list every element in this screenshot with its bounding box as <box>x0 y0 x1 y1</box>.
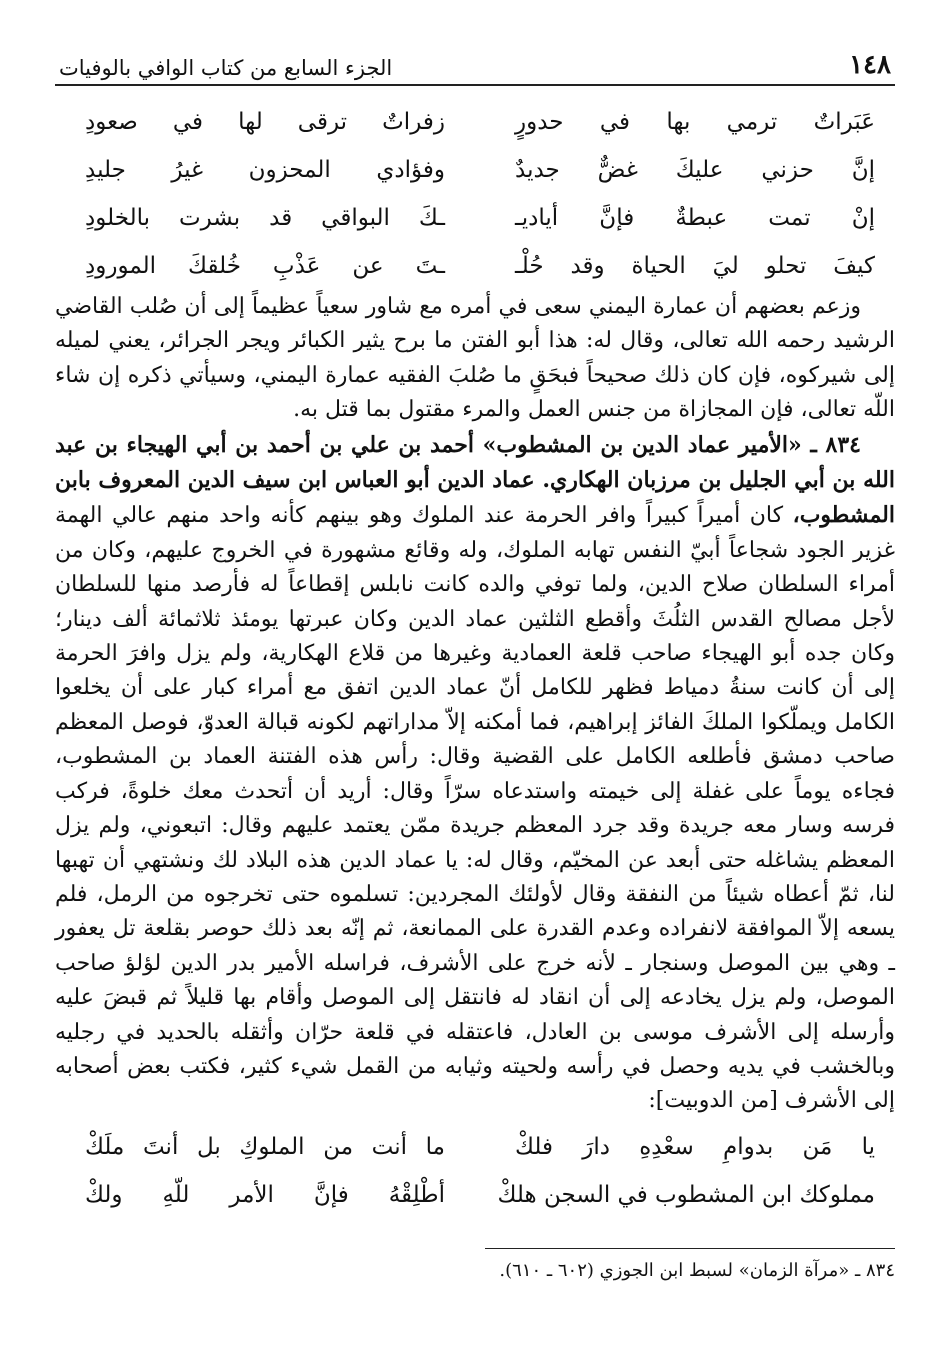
paragraph-entry-834 <box>55 428 895 1119</box>
verse-line <box>55 98 895 146</box>
running-title: الجزء السابع من كتاب الوافي بالوفيات <box>59 56 393 80</box>
verse-line <box>55 1171 895 1219</box>
verse-first-hemistich: إنَّ حزني عليكَ غضٌّ جديدٌ <box>515 157 875 183</box>
verse-first-hemistich: إنْ تمت عبطةٌ فإنَّ أياديـ <box>515 205 875 231</box>
verse-first-hemistich: مملوكك ابن المشطوب في السجن هلكْ <box>497 1181 875 1208</box>
verse-line <box>55 242 895 290</box>
verse-line <box>55 1123 895 1171</box>
book-page <box>55 30 895 1340</box>
verse-first-hemistich: كيفَ تحلو ليَ الحياة وقد حُلْـ <box>515 253 875 279</box>
verse-second-hemistich: أطْلِقْهُ فإنَّ الأمر للّهِ ولكْ <box>85 1181 445 1208</box>
verse-first-hemistich: يا مَن بدوامِ سعْدِهِ دارَ فلكْ <box>515 1133 875 1160</box>
page-number: ١٤٨ <box>849 50 891 80</box>
verse-second-hemistich: زفراتٌ ترقى لها في صعودِ <box>85 109 445 135</box>
verse-second-hemistich: وفؤادي المحزون غيرُ جليدِ <box>85 157 445 183</box>
entry-heading: ٨٣٤ ـ «الأمير عماد الدين بن المشطوب» أحمد بن علي بن أحمد بن أبي الهيجاء بن عبد الله بن أبي الجليل بن مرزبان الهكاري. عماد الدين أبو العباس ابن سيف الدين المعروف بابن المشطوب، <box>55 431 895 529</box>
verse-second-hemistich: ـتَ عن عَذْبِ خُلقكَ المورودِ <box>85 253 445 279</box>
main-text <box>55 290 895 1119</box>
poem-bottom <box>55 1123 895 1219</box>
footnote-divider <box>485 1248 895 1249</box>
page-header <box>55 30 895 86</box>
footnote: ٨٣٤ ـ «مرآة الزمان» لسبط ابن الجوزي (٦٠٢ ـ ٦١٠). <box>499 1260 895 1281</box>
poem-top <box>55 98 895 290</box>
verse-line <box>55 194 895 242</box>
paragraph-rashid: وزعم بعضهم أن عمارة اليمني سعى في أمره مع شاور سعياً عظيماً إلى أن صُلب القاضي الرشيد رحمه الله تعالى، وقال له: هذا أبو الفتن ما برح يثير الكبائر ويجر الجرائر، يعني لميله إلى شيركوه، فإن كان ذلك صحيحاً فبحَقٍ ما صُلبَ الفقيه عمارة اليمني، وسيأتي ذكره إن شاء اللّه تعالى، فإن المجازاة من جنس العمل والمرء مقتول بما قتل به. <box>55 294 895 423</box>
entry-body: كان أميراً كبيراً وافر الحرمة عند الملوك وهو بينهم كأنه واحد منهم عالي الهمة غزير الجود شجاعاً أبيّ النفس تهابه الملوك، وله وقائع مشهورة في الخروج عليهم، وكان من أمراء السلطان صلاح الدين، ولما توفي والده كانت نابلس إقطاعاً له فأرصد منها للسلطان لأجل مصالح القدس الثلُثَ وأقطع الثلثين عماد الدين وكان عبرتها يومئذ ثلاثمائة ألف دينار؛ وكان جده أبو الهيجاء صاحب قلعة العمادية وغيرها من قلاع الهكارية، ولم يزل وافرَ الحرمة إلى أن كانت سنةُ دمياط فظهر للكامل أنّ عماد الدين اتفق مع أمراء كبار على أن يخلعوا الكامل ويملّكوا الملكَ الفائز إبراهيم، فما أمكنه إلاّ مداراتهم لكونه قبالة العدوّ، فوصل المعظم صاحب دمشق فأطلعه الكامل على القضية وقال: رأس هذه الفتنة العماد بن المشطوب، فجاءه يوماً على غفلة إلى خيمته واستدعاه سرّاً وقال: أريد أن أتحدث معك خلوةً، فركب فرسه وسار معه جريدة وقد جرد المعظم جريدة ممّن يعتمد عليهم وقال: اتبعوني، ولم يزل المعظم يشاغله حتى أبعد عن المخيّم، وقال له: يا عماد الدين هذه البلاد لك ونشتهي أن تهبها لنا، ثمّ أعطاه شيئاً من النفقة وقال لأولئك المجردين: تسلموه حتى تخرجوه من الرمل، فلم يسعه إلاّ الموافقة لانفراده وعدم القدرة على الممانعة، ثم إنّه بعد ذلك حوصر بقلعة تل يعفور ـ وهي بين الموصل وسنجار ـ لأنه خرج على الأشرف، فراسله الأمير بدر الدين لؤلؤ صاحب الموصل، ولم يزل يخادعه إلى أن انقاد له فانتقل إلى الموصل وأقام بها قليلاً ثم قبضَ عليه وأرسله إلى الأشرف موسى بن العادل، فاعتقله في قلعة حرّان وأثقله بالحديد في رجليه وبالخشب في يديه وحصل في رأسه ولحيته وثيابه من القمل شيء كثير، فكتب بعض أصحابه إلى الأشرف [من الدوبيت]: <box>55 503 895 1114</box>
verse-first-hemistich: عَبَراتٌ ترمي بها في حدورٍ <box>515 109 875 135</box>
verse-second-hemistich: ـكَ البواقي قد بشرت بالخلودِ <box>85 205 445 231</box>
verse-line <box>55 146 895 194</box>
verse-second-hemistich: ما أنت من الملوكِ بل أنتَ ملَكْ <box>85 1133 445 1160</box>
